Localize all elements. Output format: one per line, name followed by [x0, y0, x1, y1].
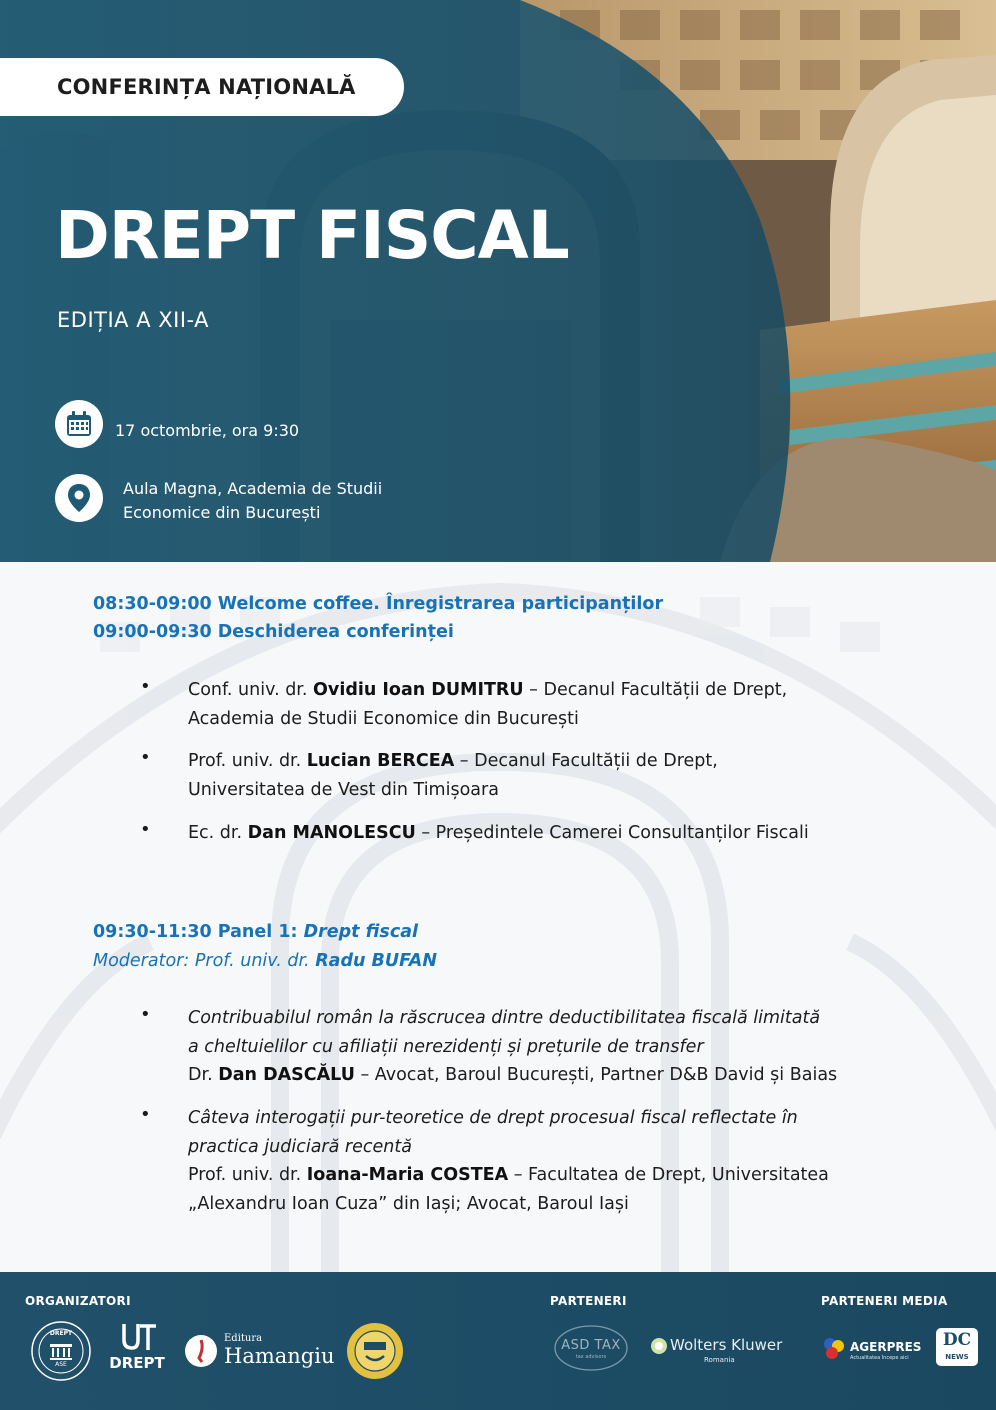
- sponsors-footer: [0, 1272, 996, 1410]
- media-partners-label: PARTENERI MEDIA: [821, 1294, 948, 1308]
- speaker-bercea: Prof. univ. dr. Lucian BERCEA – Decanul Facultății de Drept, Universitatea de Vest din Timișoara: [188, 751, 718, 800]
- opening-session: 09:00-09:30 Deschiderea conferinței: [93, 622, 454, 642]
- speaker-manolescu: Ec. dr. Dan MANOLESCU – Președintele Camerei Consultanților Fiscali: [188, 823, 809, 843]
- event-location: [123, 477, 382, 525]
- hero-banner: [0, 0, 996, 562]
- wolters-mark-icon: [650, 1337, 668, 1355]
- speaker-dumitru: Conf. univ. dr. Ovidiu Ioan DUMITRU – Decanul Facultății de Drept, Academia de Studii Economice din București: [188, 680, 788, 729]
- agerpres-logo: AGERPRES Actualitatea începe aici: [822, 1328, 922, 1372]
- calendar-icon: [65, 410, 93, 438]
- date-icon-circle: [55, 400, 103, 448]
- welcome-coffee: 08:30-09:00 Welcome coffee. Înregistrarea participanților: [93, 594, 664, 614]
- bullet: •: [140, 1004, 151, 1025]
- conference-tag: [0, 58, 404, 116]
- edition-label: EDIȚIA A XII-A: [57, 308, 209, 332]
- hamangiu-mark-icon: [184, 1334, 218, 1368]
- wolters-kluwer-logo: Wolters Kluwer Romania: [650, 1334, 790, 1374]
- bullet: •: [140, 676, 151, 697]
- uvt-mark-icon: [120, 1322, 160, 1352]
- asd-tax-logo: ASD TAX tax advisors: [552, 1324, 630, 1376]
- conference-tag-text: CONFERINȚA NAȚIONALĂ: [57, 75, 356, 99]
- agerpres-mark-icon: [822, 1336, 846, 1360]
- location-pin-icon: [66, 483, 92, 513]
- location-line-1: Aula Magna, Academia de Studii: [123, 479, 383, 498]
- ccf-seal-icon: [346, 1322, 404, 1380]
- bullet: •: [140, 1104, 151, 1125]
- location-icon-circle: [55, 474, 103, 522]
- bullet: •: [140, 819, 151, 840]
- talk-costea: Câteva interogații pur-teoretice de drept procesual fiscal reflectate în practica judiciară recentă Prof. univ. dr. Ioana-Maria COSTEA – Facultatea de Drept, Universitatea „Alexandru Ioan Cuza” din Iași; Avocat, Baroul Iași: [188, 1108, 829, 1214]
- hamangiu-logo: Editura Hamangiu: [184, 1330, 334, 1374]
- panel-heading: 09:30-11:30 Panel 1: Drept fiscal: [93, 922, 419, 942]
- talk-dascalu: Contribuabilul român la răscrucea dintre deductibilitatea fiscală limitată a cheltuielilor cu afiliații nerezidenți și prețurile de transfer Dr. Dan DASCĂLU – Avocat, Baroul București, Partner D&B David și Baias: [188, 1008, 838, 1086]
- event-date: 17 octombrie, ora 9:30: [115, 421, 300, 440]
- dc-news-logo: DC NEWS: [936, 1328, 978, 1366]
- organizers-label: ORGANIZATORI: [25, 1294, 131, 1308]
- bullet: •: [140, 747, 151, 768]
- page-title: DREPT FISCAL: [55, 197, 569, 274]
- ccf-seal-logo: [346, 1322, 404, 1380]
- uvt-drept-logo: DREPT: [108, 1322, 166, 1380]
- partners-label: PARTENERI: [550, 1294, 627, 1308]
- location-line-2: Economice din București: [123, 503, 321, 522]
- moderator: Moderator: Prof. univ. dr. Radu BUFAN: [93, 951, 437, 971]
- ase-drept-logo: DREPT ASE: [30, 1320, 92, 1382]
